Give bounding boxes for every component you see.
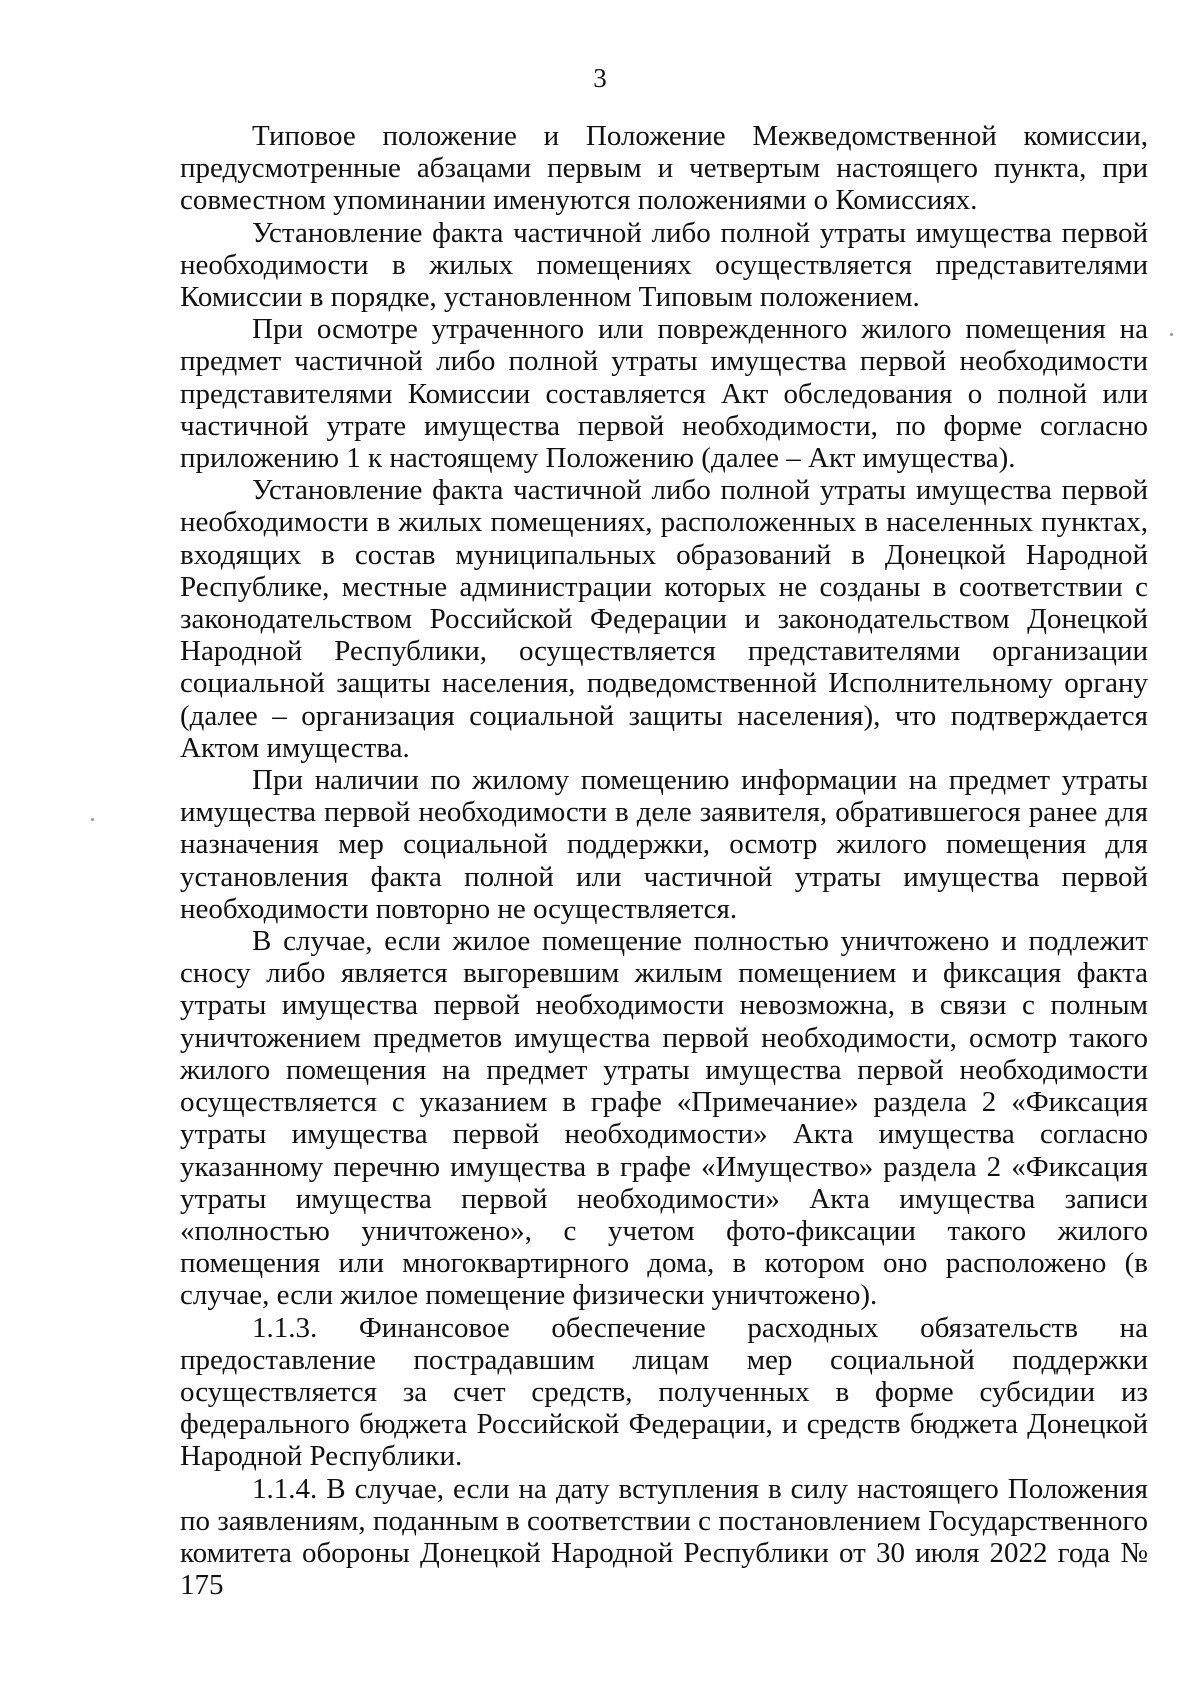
- paragraph-repeat-inspection: При наличии по жилому помещению информации на предмет утраты имущества первой необходимости в деле заявителя, обратившегося ранее для назначения мер социальной поддержки, осмотр жилого помещения для установления факта полной или частичной утраты имущества первой необходимости повторно не осуществляется.: [180, 764, 1148, 925]
- paragraph-inspection-act: При осмотре утраченного или поврежденного жилого помещения на предмет частичной либо полной утраты имущества первой необходимости представителями Комиссии составляется Акт обследования о полной или частичной утрате имущества первой необходимости, по форме согласно приложению 1 к настоящему Положению (далее – Акт имущества).: [180, 313, 1148, 475]
- document-body: [180, 120, 1148, 1601]
- paragraph-clause-1-1-3: 1.1.3. Финансовое обеспечение расходных обязательств на предоставление пострадавшим лицам мер социальной поддержки осуществляется за счет средств, полученных в форме субсидии из федерального бюджета Российской Федерации, и средств бюджета Донецкой Народной Республики.: [180, 1311, 1148, 1473]
- paragraph-destroyed-dwelling: В случае, если жилое помещение полностью уничтожено и подлежит сносу либо является выгоревшим жилым помещением и фиксация факта утраты имущества первой необходимости невозможна, в связи с полным уничтожением предметов имущества первой необходимости, осмотр такого жилого помещения на предмет утраты имущества первой необходимости осуществляется с указанием в графе «Примечание» раздела 2 «Фиксация утраты имущества первой необходимости» Акта имущества согласно указанному перечню имущества в графе «Имущество» раздела 2 «Фиксация утраты имущества первой необходимости» Акта имущества записи «полностью уничтожено», с учетом фото-фиксации такого жилого помещения или многоквартирного дома, в котором оно расположено (в случае, если жилое помещение физически уничтожено).: [180, 925, 1148, 1312]
- scan-speck: [91, 818, 94, 821]
- paragraph-clause-1-1-4: 1.1.4. В случае, если на дату вступления в силу настоящего Положения по заявлениям, поданным в соответствии с постановлением Государственного комитета обороны Донецкой Народной Республики от 30 июля 2022 года № 175: [180, 1472, 1148, 1602]
- paragraph-social-protection-org: Установление факта частичной либо полной утраты имущества первой необходимости в жилых помещениях, расположенных в населенных пунктах, входящих в состав муниципальных образований в Донецкой Народной Республике, местные администрации которых не созданы в соответствии с законодательством Российской Федерации и законодательством Донецкой Народной Республики, осуществляется представителями организации социальной защиты населения, подведомственной Исполнительному органу (далее – организация социальной защиты населения), что подтверждается Актом имущества.: [180, 474, 1148, 764]
- page-number: 3: [593, 63, 607, 93]
- paragraph-establishing-fact: Установление факта частичной либо полной утраты имущества первой необходимости в жилых помещениях осуществляется представителями Комиссии в порядке, установленном Типовым положением.: [180, 216, 1148, 314]
- scan-speck: [1170, 333, 1173, 336]
- paragraph-typical-provision: Типовое положение и Положение Межведомственной комиссии, предусмотренные абзацами первым и четвертым настоящего пункта, при совместном упоминании именуются положениями о Комиссиях.: [180, 120, 1148, 217]
